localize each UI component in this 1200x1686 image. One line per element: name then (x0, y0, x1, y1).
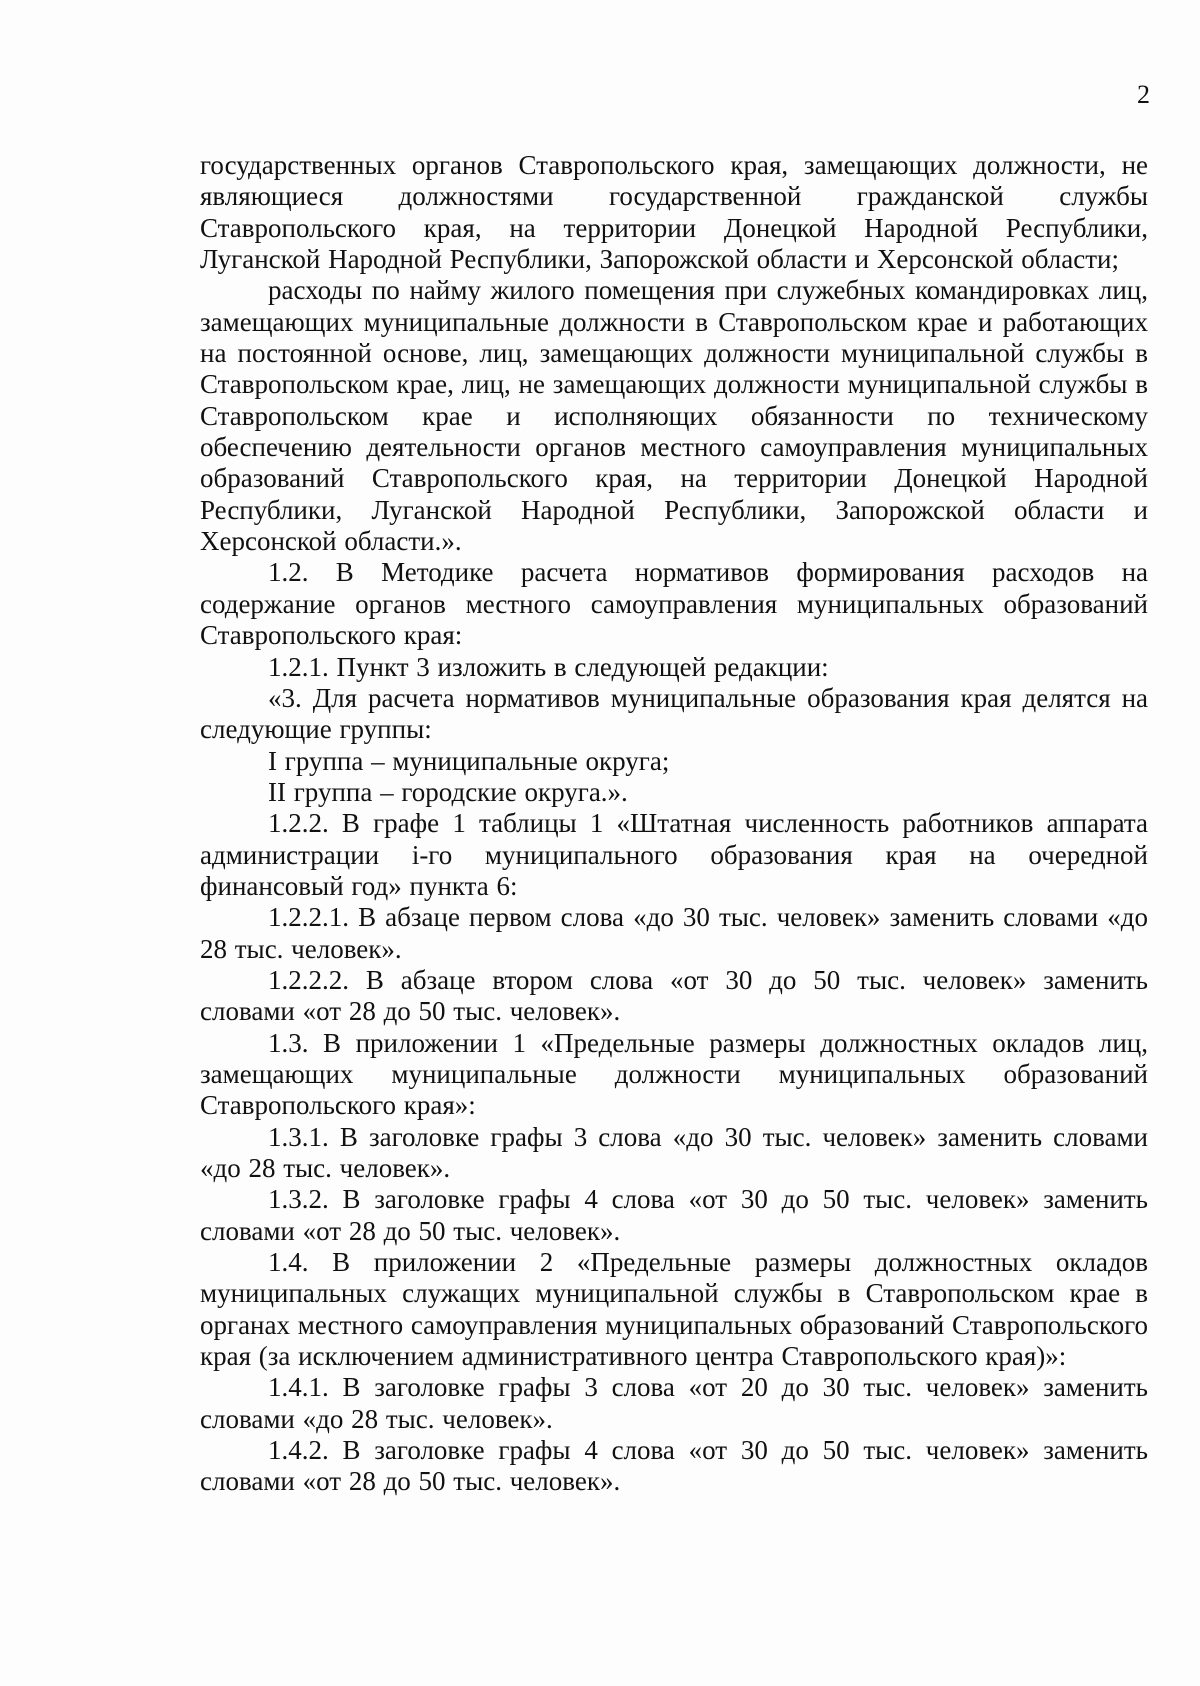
paragraph: 1.2.2.2. В абзаце втором слова «от 30 до 50 тыс. человек» заменить словами «от 28 до 50 тыс. человек». (200, 964, 1148, 1027)
paragraph: государственных органов Ставропольского края, замещающих должности, не являющиеся должностями государственной гражданской службы Ставропольского края, на территории Донецкой Народной Республики, Луганской Народной Республики, Запорожской области и Херсонской области; (200, 150, 1148, 275)
paragraph: II группа – городские округа.». (268, 776, 628, 807)
paragraph: 1.2. В Методике расчета нормативов формирования расходов на содержание органов местного самоуправления муниципальных образований Ставропольского края: (200, 557, 1148, 651)
paragraph: 1.4.1. В заголовке графы 3 слова «от 20 до 30 тыс. человек» заменить словами «до 28 тыс. человек». (200, 1372, 1148, 1434)
paragraph: 1.2.2.1. В абзаце первом слова «до 30 тыс. человек» заменить словами «до 28 тыс. человек». (200, 902, 1148, 964)
paragraph: 1.3.1. В заголовке графы 3 слова «до 30 тыс. человек» заменить словами «до 28 тыс. человек». (200, 1121, 1148, 1183)
paragraph: «3. Для расчета нормативов муниципальные образования края делятся на следующие группы: (200, 682, 1148, 745)
paragraph: расходы по найму жилого помещения при служебных командировках лиц, замещающих муниципальные должности в Ставропольском крае и работающих на постоянной основе, лиц, замещающих должности муниципальной службы в Ставропольском крае, лиц, не замещающих должности муниципальной службы в Ставропольском крае и исполняющих обязанности по техническому обеспечению деятельности органов местного самоуправления муниципальных образований Ставропольского края, на территории Донецкой Народной Республики, Луганской Народной Республики, Запорожской области и Херсонской области.». (200, 275, 1148, 557)
paragraph: I группа – муниципальные округа; (268, 745, 670, 776)
document-body (200, 150, 1148, 1498)
paragraph: 1.2.2. В графе 1 таблицы 1 «Штатная численность работников аппарата администрации i-го муниципального образования края на очередной финансовый год» пункта 6: (200, 808, 1148, 901)
paragraph: 1.3.2. В заголовке графы 4 слова «от 30 до 50 тыс. человек» заменить словами «от 28 до 50 тыс. человек». (200, 1184, 1148, 1246)
paragraph: 1.2.1. Пункт 3 изложить в следующей редакции: (268, 651, 829, 682)
page-number: 2 (1137, 80, 1150, 109)
paragraph: 1.4. В приложении 2 «Предельные размеры должностных окладов муниципальных служащих муниципальной службы в Ставропольском крае в органах местного самоуправления муниципальных образований Ставропольского края (за исключением административного центра Ставропольского края)»: (200, 1247, 1148, 1372)
paragraph: 1.4.2. В заголовке графы 4 слова «от 30 до 50 тыс. человек» заменить словами «от 28 до 50 тыс. человек». (200, 1435, 1148, 1497)
paragraph: 1.3. В приложении 1 «Предельные размеры должностных окладов лиц, замещающих муниципальные должности муниципальных образований Ставропольского края»: (200, 1027, 1148, 1121)
